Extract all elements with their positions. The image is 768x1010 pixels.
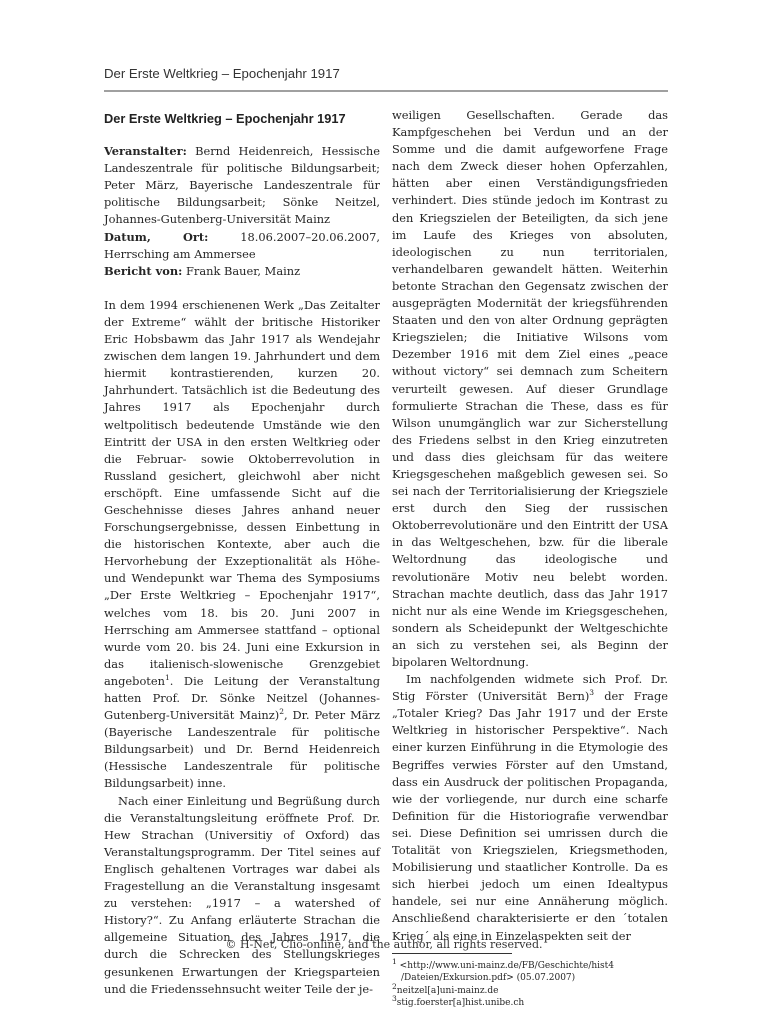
article-body-left: [104, 297, 380, 998]
footnote-ref[interactable]: 2: [279, 707, 284, 717]
date-location: [104, 229, 380, 263]
footnote-link[interactable]: <http://www.uni-mainz.de/FB/Geschichte/hist4: [399, 960, 614, 971]
paragraph: Im nachfolgenden widmete sich Prof. Dr. Stig Förster (Universität Bern)$^3$ der Frage „Totaler Krieg? Das Jahr 1917 und der Erste Weltkrieg in historischer Perspektive“. Nach einer kurzen Einführung in die Etymologie des Begriffes verwies Förster auf den Umstand, dass ein Ausdruck der politischen Propaganda, wie der vorliegende, nur durch eine scharfe Definition für die Historiografie verwendbar sei. Diese Definition sei umrissen durch die Totalität von Kriegszielen, Kriegsmethoden, Mobilisierung und staatlicher Kontrolle. Da es sich hierbei jedoch um einen Idealtypus handele, sei nur eine Annäherung möglich. Anschließend charakterisierte er den ´totalen Krieg´ als eine in Einzelaspekten seit der: [392, 672, 668, 943]
event-metadata: [104, 143, 380, 280]
footnote-rule: [392, 953, 512, 954]
organizers: [104, 143, 380, 228]
footnote-ref[interactable]: 1: [164, 673, 170, 683]
footnote-email: stig.foerster[a]hist.unibe.ch: [396, 998, 525, 1009]
footnote-1-continued[interactable]: /Dateien/Exkursion.pdf> (05.07.2007): [401, 973, 576, 984]
report-label: Bericht von:: [104, 263, 183, 278]
footnote-2: $^2$neitzel[a]uni-mainz.de: [392, 981, 499, 996]
report-by: [104, 263, 380, 280]
article-title: Der Erste Weltkrieg – Epochenjahr 1917: [104, 111, 346, 126]
footnote-email: neitzel[a]uni-mainz.de: [396, 985, 499, 996]
date-value: 18.06.2007–20.06.2007, Herrsching am Ammersee: [104, 229, 380, 261]
footnote-ref[interactable]: 3: [589, 688, 595, 698]
paragraph: In dem 1994 erschienenen Werk „Das Zeitalter der Extreme“ wählt der britische Historiker Eric Hobsbawm das Jahr 1917 als Wendejahr zwischen dem langen 19. Jahrhundert und dem hiermit kontrastierenden, kurzen 20. Jahrhundert. Tatsächlich ist die Bedeutung des Jahres 1917 als Epochenjahr durch weltpolitisch bedeutende Umstände wie den Eintritt der USA in den ersten Weltkrieg oder die Februar- sowie Oktoberrevolution in Russland gesichert, gleichwohl aber nicht erschöpft. Eine umfassende Sicht auf die Geschehnisse dieses Jahres anhand neuer Forschungsergebnisse, dessen Einbettung in die historischen Kontexte, aber auch die Hervorhebung der Exzeptionalität als Höhe- und Wendepunkt war Thema des Symposiums „Der Erste Weltkrieg – Epochenjahr 1917“, welches vom 18. bis 20. Juni 2007 in Herrsching am Ammersee stattfand – optional wurde vom 20. bis 24. Juni eine Exkursion in das italienisch-slowenische Grenzgebiet angeboten$^1$. Die Leitung der Veranstaltung hatten Prof. Dr. Sönke Neitzel (Johannes-Gutenberg-Universität Mainz)$^2$, Dr. Peter März (Bayerische Landeszentrale für politische Bildungsarbeit) und Dr. Bernd Heidenreich (Hessische Landeszentrale für politische Bildungsarbeit) inne.: [104, 297, 380, 791]
report-value: Frank Bauer, Mainz: [185, 263, 301, 278]
article-body-right: [392, 107, 668, 945]
header-rule: [104, 90, 668, 92]
paragraph: Nach einer Einleitung und Begrüßung durch die Veranstaltungsleitung eröffnete Prof. Dr. Hew Strachan (Universitiy of Oxford) das Veranstaltungsprogramm. Der Titel seines auf Englisch gehaltenen Vortrages war dabei als Fragestellung an die Veranstaltung insgesamt zu verstehen: „1917 – a watershed of History?“. Zu Anfang erläuterte Strachan die allgemeine Situation des Jahres 1917, die durch die Schrecken des Stellungskrieges gesunkenen Erwartungen der Kriegsparteien und die Friedenssehnsucht weiter Teile der je-: [104, 793, 380, 996]
date-label: Datum, Ort:: [104, 229, 209, 244]
copyright-footer: © H-Net, Clio-online, and the author, all rights reserved.: [225, 938, 543, 951]
paragraph: weiligen Gesellschaften. Gerade das Kampfgeschehen bei Verdun und an der Somme und die damit aufgeworfene Frage nach dem Zweck dieser hohen Opferzahlen, hätten aber einen Verständigungsfrieden verhindert. Dies stünde jedoch im Kontrast zu den Kriegszielen der Beteiligten, da sich jene im Laufe des Krieges von absoluten, ideologischen zu nun territorialen, verhandelbaren gewandelt hätten. Weiterhin betonte Strachan den Gegensatz zwischen der ausgeprägten Modernität der kriegsführenden Staaten und den von alter Ordnung geprägten Kriegszielen; die Initiative Wilsons vom Dezember 1916 mit dem Ziel eines „peace without victory“ sei demnach zum Scheitern verurteilt gewesen. Auf dieser Grundlage formulierte Strachan die These, dass es für Wilson unumgänglich war zur Sicherstellung des Friedens selbst in den Krieg einzutreten und dass dies gleichsam für das weitere Kriegsgeschehen maßgeblich gewesen sei. So sei nach der Territorialisierung der Kriegsziele erst durch den Sieg der russischen Oktoberrevolutionäre und den Eintritt der USA in das Weltgeschehen, bzw. für die liberale Weltordnung das ideologische und revolutionäre Motiv neu belebt worden. Strachan machte deutlich, dass das Jahr 1917 nicht nur als eine Wende im Kriegsgeschehen, sondern als Scheidepunkt der Weltgeschichte an sich zu verstehen sei, als Beginn der bipolaren Weltordnung.: [392, 108, 668, 669]
organizers-value: Bernd Heidenreich, Hessische Landeszentrale für politische Bildungsarbeit; Peter März, Bayerische Landeszentrale für politische Bildungsarbeit; Sönke Neitzel, Johannes-Gutenberg-Universität Mainz: [104, 144, 380, 227]
footnotes: [392, 956, 668, 1010]
organizers-label: Veranstalter:: [104, 144, 187, 159]
right-column: [392, 107, 668, 1010]
left-column: [104, 110, 380, 998]
footnote-1: $^1$ <http://www.uni-mainz.de/FB/Geschichte/hist4: [392, 956, 614, 971]
footnote-3: $^3$stig.foerster[a]hist.unibe.ch: [392, 994, 525, 1009]
running-head: Der Erste Weltkrieg – Epochenjahr 1917: [104, 66, 340, 81]
